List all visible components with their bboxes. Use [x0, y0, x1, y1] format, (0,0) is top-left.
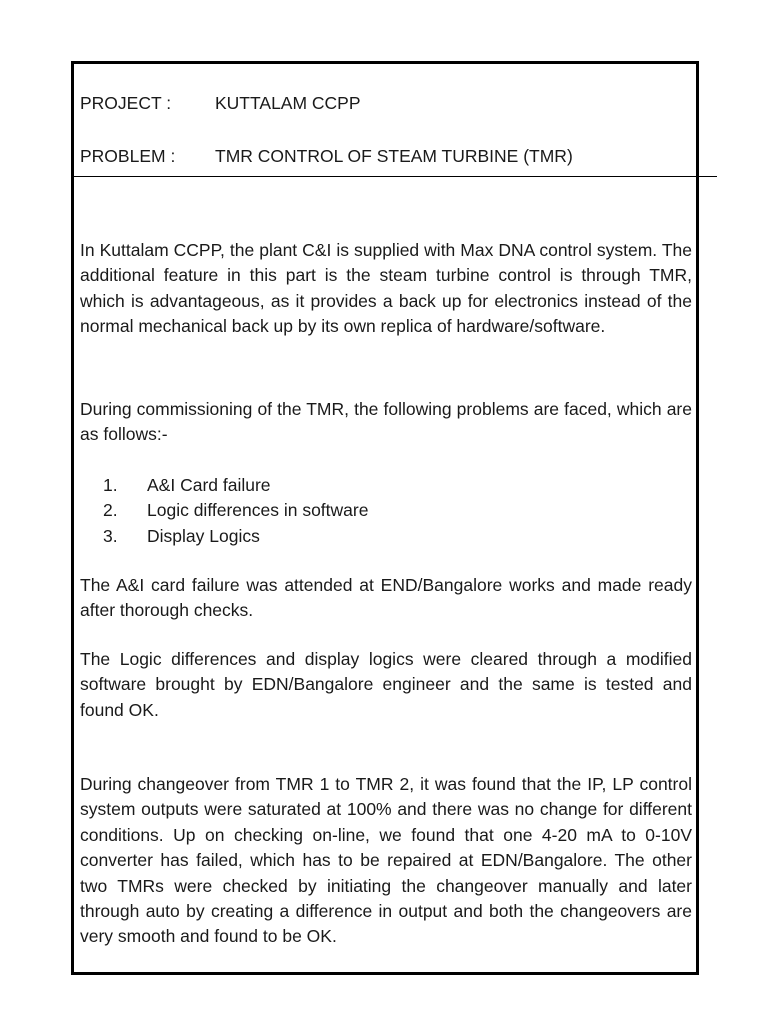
- list-item: [103, 473, 368, 498]
- list-number: 2.: [103, 500, 118, 521]
- logic-differences-paragraph: The Logic differences and display logics were cleared through a modified software brought by EDN/Bangalore engineer and the same is tested and found OK.: [80, 649, 692, 720]
- header-divider: [72, 176, 717, 177]
- project-label: PROJECT :: [80, 93, 172, 113]
- commissioning-paragraph: During commissioning of the TMR, the following problems are faced, which are as follows:-: [80, 399, 692, 445]
- list-text: Display Logics: [147, 525, 260, 546]
- problems-list: [103, 473, 368, 549]
- list-item: [103, 524, 368, 549]
- list-item: [103, 498, 368, 523]
- changeover-paragraph: During changeover from TMR 1 to TMR 2, it was found that the IP, LP control system outputs were saturated at 100% and there was no change for different conditions. Up on checking on-line, we found that one 4-20 mA to 0-10V converter has failed, which has to be repaired at EDN/Bangalore. The other two TMRs were checked by initiating the changeover manually and later through auto by creating a difference in output and both the changeovers are very smooth and found to be OK.: [80, 774, 692, 947]
- problem-label: PROBLEM :: [80, 146, 176, 166]
- list-number: 1.: [103, 475, 118, 495]
- list-text: A&I Card failure: [147, 475, 271, 495]
- card-failure-paragraph: The A&I card failure was attended at END/Bangalore works and made ready after thorough checks.: [80, 575, 692, 621]
- problem-value: TMR CONTROL OF STEAM TURBINE (TMR): [215, 146, 573, 166]
- intro-paragraph: In Kuttalam CCPP, the plant C&I is supplied with Max DNA control system. The additional feature in this part is the steam turbine control is through TMR, which is advantageous, as it provides a back up for electronics instead of the normal mechanical back up by its own replica of hardware/software.: [80, 240, 692, 337]
- list-text: Logic differences in software: [147, 500, 369, 521]
- list-number: 3.: [103, 525, 118, 546]
- project-value: KUTTALAM CCPP: [215, 93, 361, 113]
